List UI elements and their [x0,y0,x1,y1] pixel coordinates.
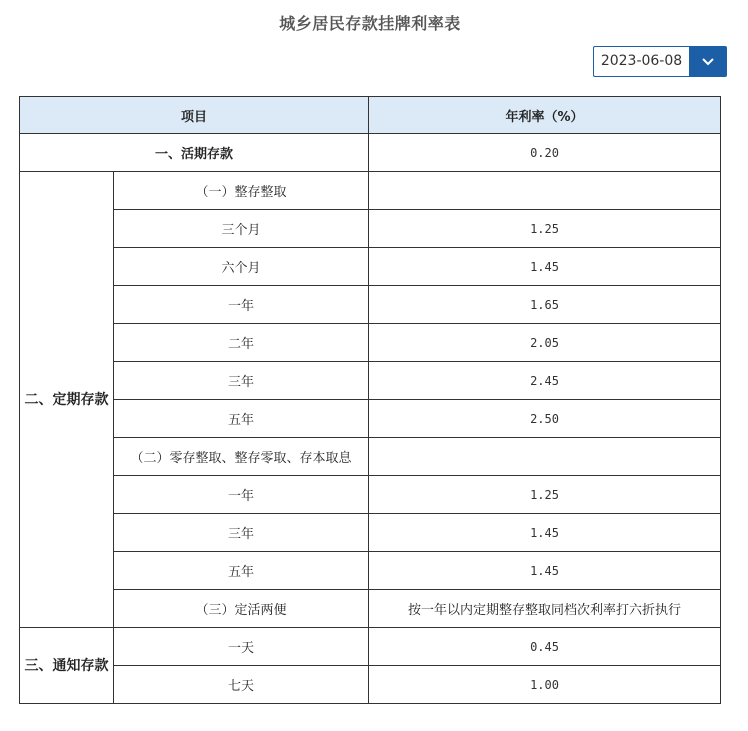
group-label: （三）定活两便 [114,590,369,628]
rate-cell: 1.65 [369,286,721,324]
term-cell: 三个月 [114,210,369,248]
rate-cell: 1.25 [369,210,721,248]
rate-cell: 1.45 [369,248,721,286]
page-title: 城乡居民存款挂牌利率表 [279,14,461,33]
rate-cell: 2.05 [369,324,721,362]
table-row [20,552,721,590]
term-cell: 五年 [114,400,369,438]
table-row [20,210,721,248]
group-label: （一）整存整取 [114,172,369,210]
term-cell: 三年 [114,514,369,552]
fixed-deposit-label: 二、定期存款 [20,172,114,628]
table-row [20,628,721,666]
table-row [20,324,721,362]
header-item: 项目 [20,97,369,134]
table-row [20,134,721,172]
table-row [20,362,721,400]
table-row [20,666,721,704]
header-rate: 年利率（%） [369,97,721,134]
table-row [20,248,721,286]
demand-deposit-label: 一、活期存款 [20,134,369,172]
date-select[interactable] [593,46,727,77]
table-row [20,590,721,628]
chevron-down-icon [701,57,715,66]
date-select-value[interactable]: 2023-06-08 [593,46,689,77]
rate-cell: 2.45 [369,362,721,400]
date-dropdown-button[interactable] [689,46,727,77]
rate-table [19,96,721,704]
term-cell: 七天 [114,666,369,704]
term-cell: 一天 [114,628,369,666]
table-row [20,514,721,552]
term-cell: 一年 [114,286,369,324]
rate-cell: 1.45 [369,514,721,552]
demand-deposit-rate: 0.20 [369,134,721,172]
rate-cell: 1.00 [369,666,721,704]
group-rate-empty [369,438,721,476]
term-cell: 五年 [114,552,369,590]
term-cell: 三年 [114,362,369,400]
table-header-row [20,97,721,134]
notice-deposit-label: 三、通知存款 [20,628,114,704]
table-row [20,286,721,324]
rate-note-cell: 按一年以内定期整存整取同档次利率打六折执行 [369,590,721,628]
term-cell: 二年 [114,324,369,362]
table-row [20,172,721,210]
group-label: （二）零存整取、整存零取、存本取息 [114,438,369,476]
group-rate-empty [369,172,721,210]
rate-cell: 0.45 [369,628,721,666]
table-row [20,438,721,476]
table-row [20,476,721,514]
rate-cell: 1.45 [369,552,721,590]
term-cell: 一年 [114,476,369,514]
table-row [20,400,721,438]
rate-cell: 2.50 [369,400,721,438]
rate-cell: 1.25 [369,476,721,514]
term-cell: 六个月 [114,248,369,286]
